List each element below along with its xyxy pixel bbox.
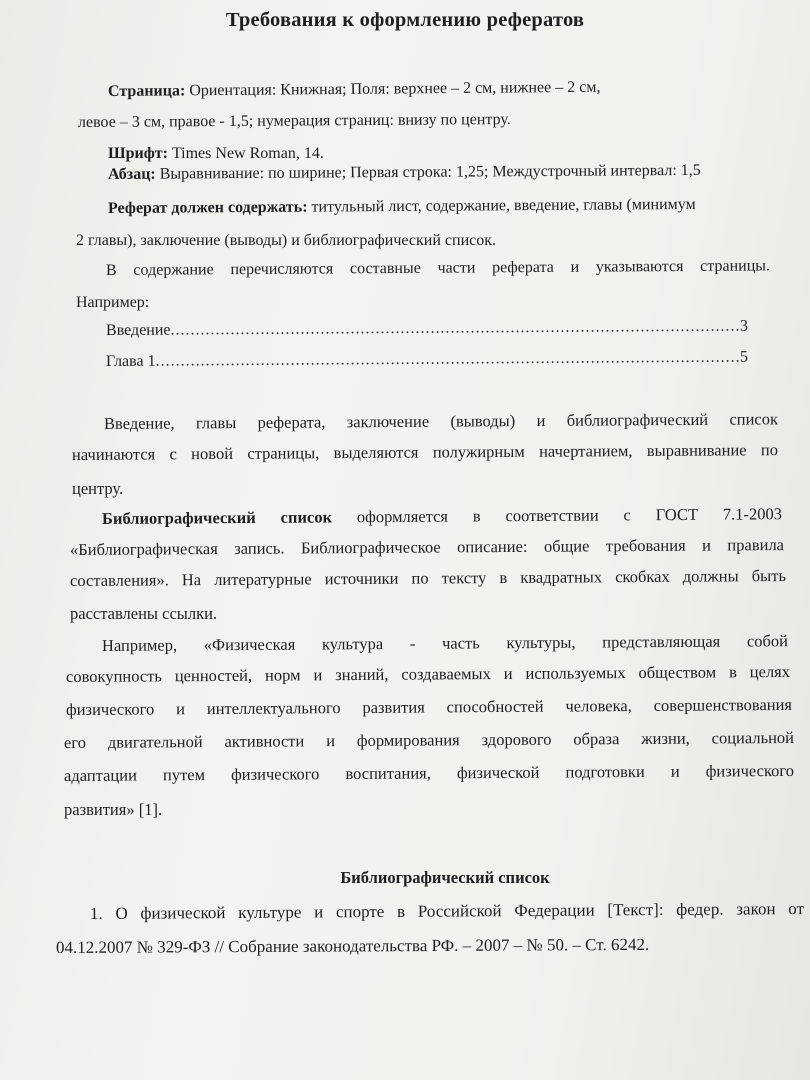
bibliography-title: Библиографический список: [340, 868, 550, 887]
toc-entry-label: Глава 1: [105, 352, 156, 370]
toc-entry-page: 3: [739, 317, 749, 335]
contents-requirement-line-2: 2 главы), заключение (выводы) и библиографический список.: [76, 232, 496, 249]
page-settings-label: Страница:: [107, 82, 186, 100]
toc-leader-dots: [170, 317, 740, 341]
font-settings-line: [108, 144, 324, 164]
biblio-para-text: оформляется в соответствии с ГОСТ 7.1-2003: [331, 504, 783, 527]
toc-entry-label: Введение: [105, 321, 171, 339]
contents-requirement-label: Реферат должен содержать:: [107, 198, 308, 217]
chapters-para-line-3: центру.: [72, 479, 124, 498]
paragraph-settings-line: [108, 161, 701, 185]
bibliography-item-line-1: 1. О физической культуре и спорте в Российской Федерации [Текст]: федер. закон от: [89, 899, 805, 923]
chapters-para-line-1: Введение, главы реферата, заключение (выводы) и библиографический список: [103, 409, 779, 433]
toc-intro-line-2: Например:: [76, 294, 150, 311]
contents-requirement-text: титульный лист, содержание, введение, главы (минимум: [307, 195, 696, 216]
example-para-line-3: физического и интеллектуального развития способностей человека, совершенствования: [65, 694, 793, 719]
example-para-line-2: совокупность ценностей, норм и знаний, создаваемых и используемых обществом в целях: [65, 661, 791, 686]
example-para-line-6: развития» [1].: [64, 800, 163, 819]
example-para-line-5: адаптации путем физического воспитания, физической подготовки и физического: [63, 760, 795, 785]
toc-entry: [106, 348, 748, 372]
paragraph-settings-text: Выравнивание: по ширине; Первая строка: 1,25; Междустрочный интервал: 1,5: [155, 161, 701, 183]
page-settings-text: Ориентация: Книжная; Поля: верхнее – 2 см, нижнее – 2 см,: [185, 78, 601, 100]
toc-entry: [106, 317, 748, 341]
toc-leader-dots: [156, 348, 741, 372]
chapters-para-line-2: начинаются с новой страницы, выделяются полужирным начертанием, выравнивание по: [71, 440, 779, 464]
contents-requirement-line-1: [108, 195, 696, 219]
biblio-para-line-2: «Библиографическая запись. Библиографическое описание: общие требования и правила: [69, 535, 785, 559]
bibliography-item-line-2: 04.12.2007 № 329-ФЗ // Собрание законодательства РФ. – 2007 – № 50. – Ст. 6242.: [55, 934, 650, 957]
example-para-line-4: его двигательной активности и формирования здорового образа жизни, социальной: [63, 727, 795, 752]
biblio-para-line-3: составления». На литературные источники по тексту в квадратных скобках должны быть: [69, 566, 787, 590]
biblio-para-label: Библиографический список: [101, 507, 333, 528]
biblio-para-line-4: расставлены ссылки.: [70, 604, 218, 623]
font-settings-label: Шрифт:: [108, 145, 168, 162]
biblio-para-line-1: [102, 504, 782, 529]
page-settings-line-2: левое – 3 см, правое - 1,5; нумерация страниц: внизу по центру.: [77, 110, 511, 131]
font-settings-text: Times New Roman, 14.: [167, 145, 324, 162]
example-para-line-1: Например, «Физическая культура - часть культуры, представляющая собой: [101, 631, 789, 655]
toc-intro-line-1: В содержание перечисляются составные части реферата и указываются страницы.: [105, 257, 771, 279]
paragraph-settings-label: Абзац:: [107, 165, 156, 183]
document-title: Требования к оформлению рефератов: [225, 9, 585, 31]
toc-entry-page: 5: [739, 348, 749, 366]
page-settings-line-1: [108, 78, 601, 102]
